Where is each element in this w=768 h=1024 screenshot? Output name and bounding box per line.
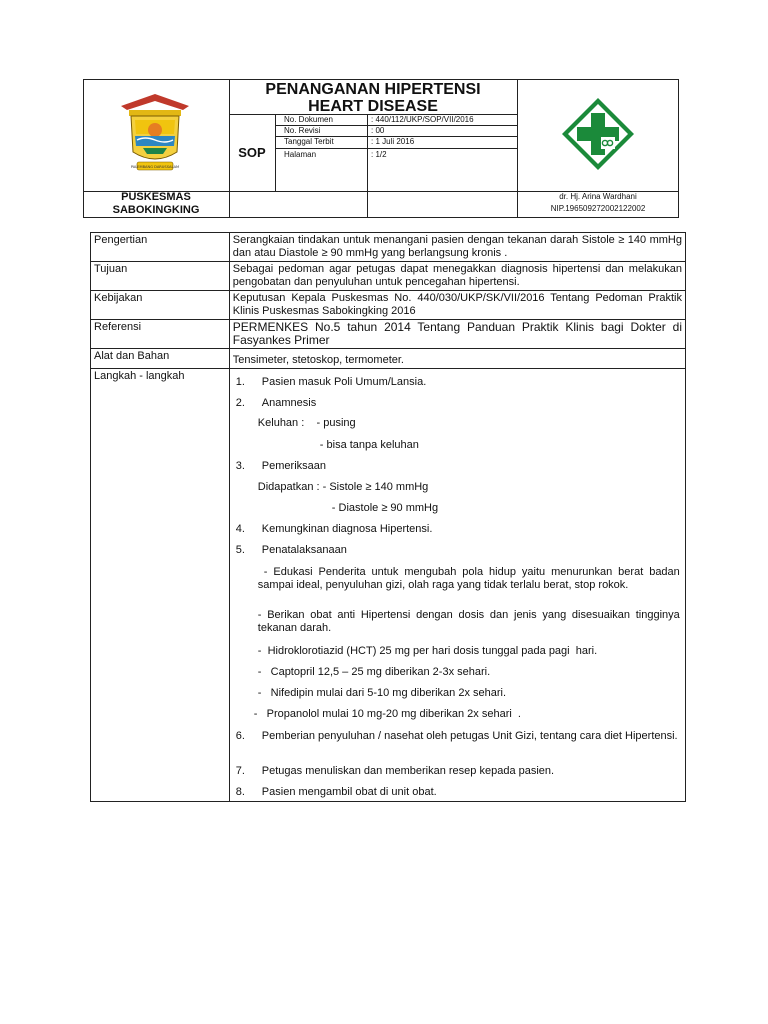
step-8-number: 8. xyxy=(235,786,245,798)
signer-nip: NIP.196509272002122002 xyxy=(550,204,646,213)
step-5-hct: - Hidroklorotiazid (HCT) 25 mg per hari dosis tunggal pada pagi hari. xyxy=(257,645,598,657)
step-3-sistole: Didapatkan : - Sistole ≥ 140 mmHg xyxy=(257,481,429,493)
meta-value-halaman: : 1/2 xyxy=(371,150,387,159)
meta-label-tanggal-terbit: Tanggal Terbit xyxy=(284,137,334,146)
step-5-number: 5. xyxy=(235,544,245,556)
label-referensi: Referensi xyxy=(91,320,230,349)
org-line-2: SABOKINGKING xyxy=(112,204,200,216)
text-kebijakan: Keputusan Kepala Puskesmas No. 440/030/UKP/SK/VII/2016 Tentang Pedoman Praktik Klinis Puskesmas Sabokingking 2016 xyxy=(229,291,685,320)
row-tujuan xyxy=(91,262,686,291)
step-2-number: 2. xyxy=(235,397,245,409)
step-2-text: Anamnesis xyxy=(261,397,317,409)
title-line-2: HEART DISEASE xyxy=(308,98,438,115)
step-8-text: Pasien mengambil obat di unit obat. xyxy=(261,786,437,798)
document-title xyxy=(232,81,514,115)
step-6-number: 6. xyxy=(235,730,245,742)
row-pengertian xyxy=(91,233,686,262)
step-5-captopril: - Captopril 12,5 – 25 mg diberikan 2-3x sehari. xyxy=(257,666,491,678)
label-langkah: Langkah - langkah xyxy=(91,369,230,802)
step-5-edukasi: - Edukasi Penderita untuk mengubah pola hidup yaitu menurunkan berat badan sampai ideal, penyuluhan gizi, olah raga yang tidak terlalu berat, stop rokok. xyxy=(257,566,680,591)
step-7-number: 7. xyxy=(235,765,245,777)
label-pengertian: Pengertian xyxy=(91,233,230,262)
step-2-keluhan: Keluhan : - pusing xyxy=(257,417,356,429)
text-tujuan: Sebagai pedoman agar petugas dapat menegakkan diagnosis hipertensi dan melakukan pengobatan dan penyuluhan untuk pencegahan hipertensi. xyxy=(229,262,685,291)
text-referensi: PERMENKES No.5 tahun 2014 Tentang Panduan Praktik Klinis bagi Dokter di Fasyankes Primer xyxy=(229,320,685,349)
step-2-keluhan-2: - bisa tanpa keluhan xyxy=(319,439,419,451)
meta-value-no-dokumen: : 440/112/UKP/SOP/VII/2016 xyxy=(371,115,474,124)
title-line-1: PENANGANAN HIPERTENSI xyxy=(265,81,481,98)
meta-label-no-revisi: No. Revisi xyxy=(284,126,321,135)
label-kebijakan: Kebijakan xyxy=(91,291,230,320)
svg-text:PALEMBANG DARUSSALAM: PALEMBANG DARUSSALAM xyxy=(130,165,180,169)
row-referensi xyxy=(91,320,686,349)
step-6-text: Pemberian penyuluhan / nasehat oleh petugas Unit Gizi, tentang cara diet Hipertensi. xyxy=(261,730,678,742)
organization-name xyxy=(83,191,229,217)
row-alat-bahan xyxy=(91,349,686,369)
label-alat-bahan: Alat dan Bahan xyxy=(91,349,230,369)
signer-name: dr. Hj. Arina Wardhani xyxy=(559,192,637,201)
org-line-1: PUSKESMAS xyxy=(121,191,191,203)
meta-label-no-dokumen: No. Dokumen xyxy=(284,115,333,124)
row-langkah xyxy=(91,369,686,802)
step-3-number: 3. xyxy=(235,460,245,472)
text-alat-bahan: Tensimeter, stetoskop, termometer. xyxy=(229,349,685,369)
step-1-text: Pasien masuk Poli Umum/Lansia. xyxy=(261,376,427,388)
meta-value-tanggal-terbit: : 1 Juli 2016 xyxy=(371,137,415,146)
step-3-text: Pemeriksaan xyxy=(261,460,326,472)
step-5-propanolol: - Propanolol mulai 10 mg-20 mg diberikan 2x sehari . xyxy=(253,708,521,720)
step-7-text: Petugas menuliskan dan memberikan resep kepada pasien. xyxy=(261,765,555,777)
step-5-text: Penatalaksanaan xyxy=(261,544,347,556)
step-5-nifedipin: - Nifedipin mulai dari 5-10 mg diberikan 2x sehari. xyxy=(257,687,507,699)
puskesmas-logo xyxy=(560,96,636,172)
city-emblem-logo xyxy=(115,92,195,176)
text-pengertian: Serangkaian tindakan untuk menangani pasien dengan tekanan darah Sistole ≥ 140 mmHg dan atau Diastole ≥ 90 mmHg yang berlangsung kronis . xyxy=(229,233,685,262)
sop-body-table xyxy=(90,232,686,802)
steps-cell xyxy=(229,369,685,802)
meta-value-no-revisi: : 00 xyxy=(371,126,385,135)
row-kebijakan xyxy=(91,291,686,320)
step-5-obat: - Berikan obat anti Hipertensi dengan dosis dan jenis yang disesuaikan tingginya tekanan darah. xyxy=(257,609,680,634)
step-3-diastole: - Diastole ≥ 90 mmHg xyxy=(331,502,439,514)
step-4-number: 4. xyxy=(235,523,245,535)
sop-label: SOP xyxy=(238,145,266,160)
step-4-text: Kemungkinan diagnosa Hipertensi. xyxy=(261,523,433,535)
meta-label-halaman: Halaman xyxy=(284,150,317,159)
label-tujuan: Tujuan xyxy=(91,262,230,291)
step-1-number: 1. xyxy=(235,376,245,388)
